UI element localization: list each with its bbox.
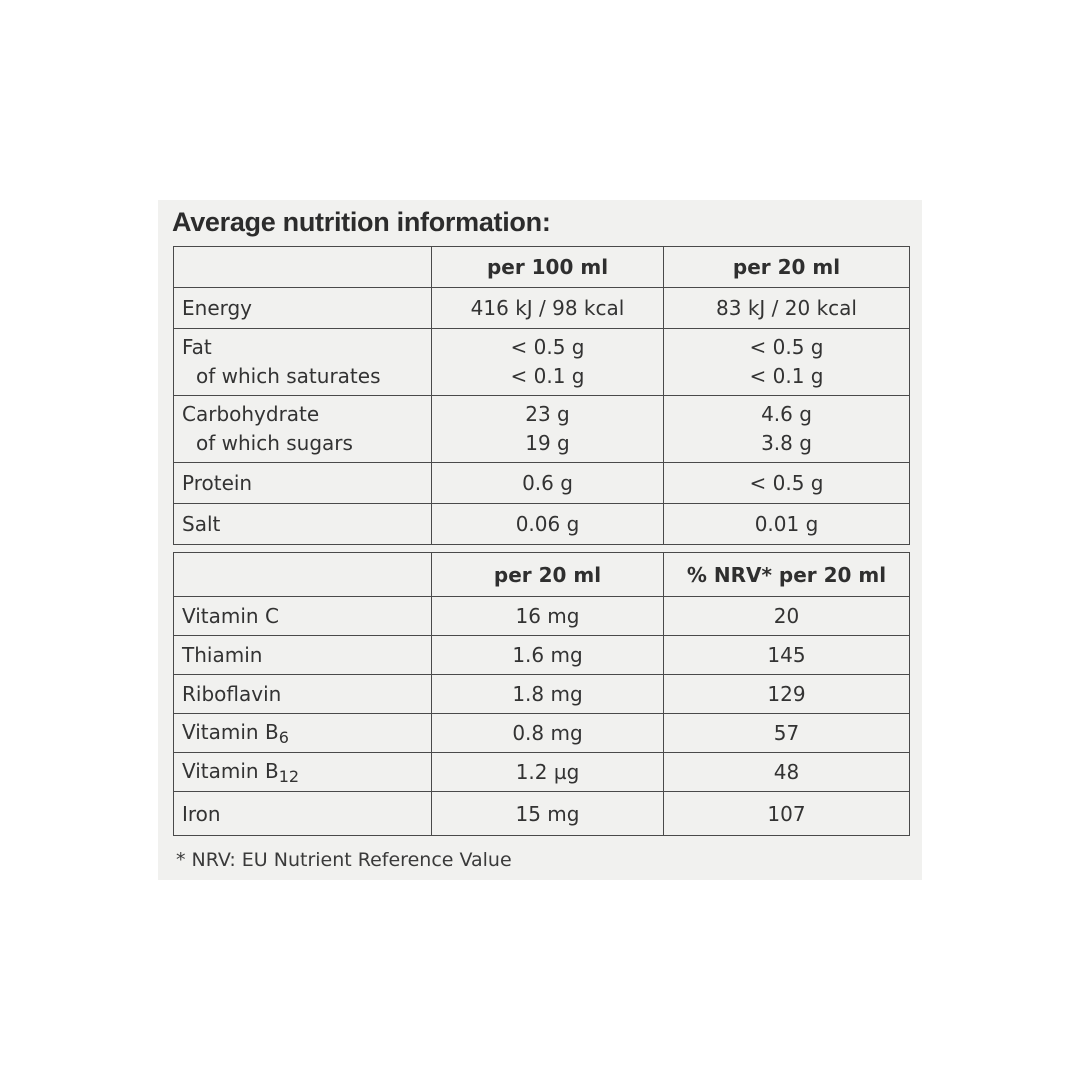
row-value-per20: 1.6 mg [432, 636, 664, 675]
row-label-text: Vitamin B [182, 719, 279, 744]
row-label [174, 504, 432, 545]
value-line: < 0.1 g [749, 364, 824, 388]
table-row [174, 504, 910, 545]
row-label-subscript: 12 [278, 766, 300, 786]
header-per-20ml: per 20 ml [664, 247, 910, 288]
row-value-per20: 16 mg [432, 597, 664, 636]
macronutrient-table [173, 246, 910, 545]
value-line: 3.8 g [761, 431, 812, 455]
value-line: < 0.5 g [510, 335, 585, 359]
row-value-nrv: 145 [664, 636, 910, 675]
row-label [174, 288, 432, 329]
row-label-subscript: 6 [278, 727, 289, 747]
micronutrient-table [173, 552, 910, 836]
row-value-per20: 1.8 mg [432, 675, 664, 714]
row-label-line: Protein [182, 470, 253, 495]
row-value-per100 [432, 329, 664, 396]
row-value-per100 [432, 463, 664, 504]
row-label-line: Fat [182, 335, 212, 359]
table-row [174, 714, 910, 753]
header-per-100ml: per 100 ml [432, 247, 664, 288]
table-row [174, 396, 910, 463]
row-label-line: Energy [182, 295, 253, 320]
value-line: 0.06 g [515, 511, 580, 536]
row-value-nrv: 57 [664, 714, 910, 753]
row-label: Thiamin [174, 636, 432, 675]
row-label [174, 714, 432, 753]
value-line: < 0.5 g [749, 335, 824, 359]
value-line: 4.6 g [761, 402, 812, 426]
header-cell-empty [174, 553, 432, 597]
nrv-footnote: * NRV: EU Nutrient Reference Value [176, 849, 512, 871]
row-value-per20 [664, 329, 910, 396]
nutrition-panel [158, 200, 922, 880]
row-value-per20: 15 mg [432, 792, 664, 836]
row-label-line: Salt [182, 511, 221, 536]
table-row [174, 636, 910, 675]
row-label: Riboflavin [174, 675, 432, 714]
header-cell-empty [174, 247, 432, 288]
row-label [174, 463, 432, 504]
row-value-per20 [664, 463, 910, 504]
table-row [174, 675, 910, 714]
row-label [174, 329, 432, 396]
value-line: < 0.5 g [749, 470, 824, 495]
table-header-row [174, 247, 910, 288]
row-value-nrv: 20 [664, 597, 910, 636]
row-value-per100 [432, 396, 664, 463]
table-row [174, 463, 910, 504]
row-value-per20: 1.2 µg [432, 753, 664, 792]
row-label-text: Vitamin B [182, 758, 279, 783]
value-line: 416 kJ / 98 kcal [470, 295, 625, 320]
table-row [174, 792, 910, 836]
value-line: 23 g [525, 402, 570, 426]
row-sublabel-line: of which saturates [196, 364, 381, 388]
row-value-nrv: 48 [664, 753, 910, 792]
row-value-per20 [664, 396, 910, 463]
table-row [174, 753, 910, 792]
row-label-line: Carbohydrate [182, 402, 320, 426]
row-value-nrv: 107 [664, 792, 910, 836]
row-label: Vitamin C [174, 597, 432, 636]
row-value-per20: 0.8 mg [432, 714, 664, 753]
table-row [174, 597, 910, 636]
header-per-20ml: per 20 ml [432, 553, 664, 597]
value-line: 19 g [525, 431, 570, 455]
table-row [174, 329, 910, 396]
row-value-per20 [664, 504, 910, 545]
row-value-nrv: 129 [664, 675, 910, 714]
row-value-per20 [664, 288, 910, 329]
nutrition-heading: Average nutrition information: [172, 207, 551, 237]
value-line: 0.01 g [754, 511, 819, 536]
row-label [174, 396, 432, 463]
row-value-per100 [432, 288, 664, 329]
row-label: Iron [174, 792, 432, 836]
table-header-row [174, 553, 910, 597]
value-line: 0.6 g [522, 470, 573, 495]
row-sublabel-line: of which sugars [196, 431, 353, 455]
table-row [174, 288, 910, 329]
value-line: < 0.1 g [510, 364, 585, 388]
header-nrv-per-20ml: % NRV* per 20 ml [664, 553, 910, 597]
row-label [174, 753, 432, 792]
value-line: 83 kJ / 20 kcal [716, 295, 857, 320]
row-value-per100 [432, 504, 664, 545]
